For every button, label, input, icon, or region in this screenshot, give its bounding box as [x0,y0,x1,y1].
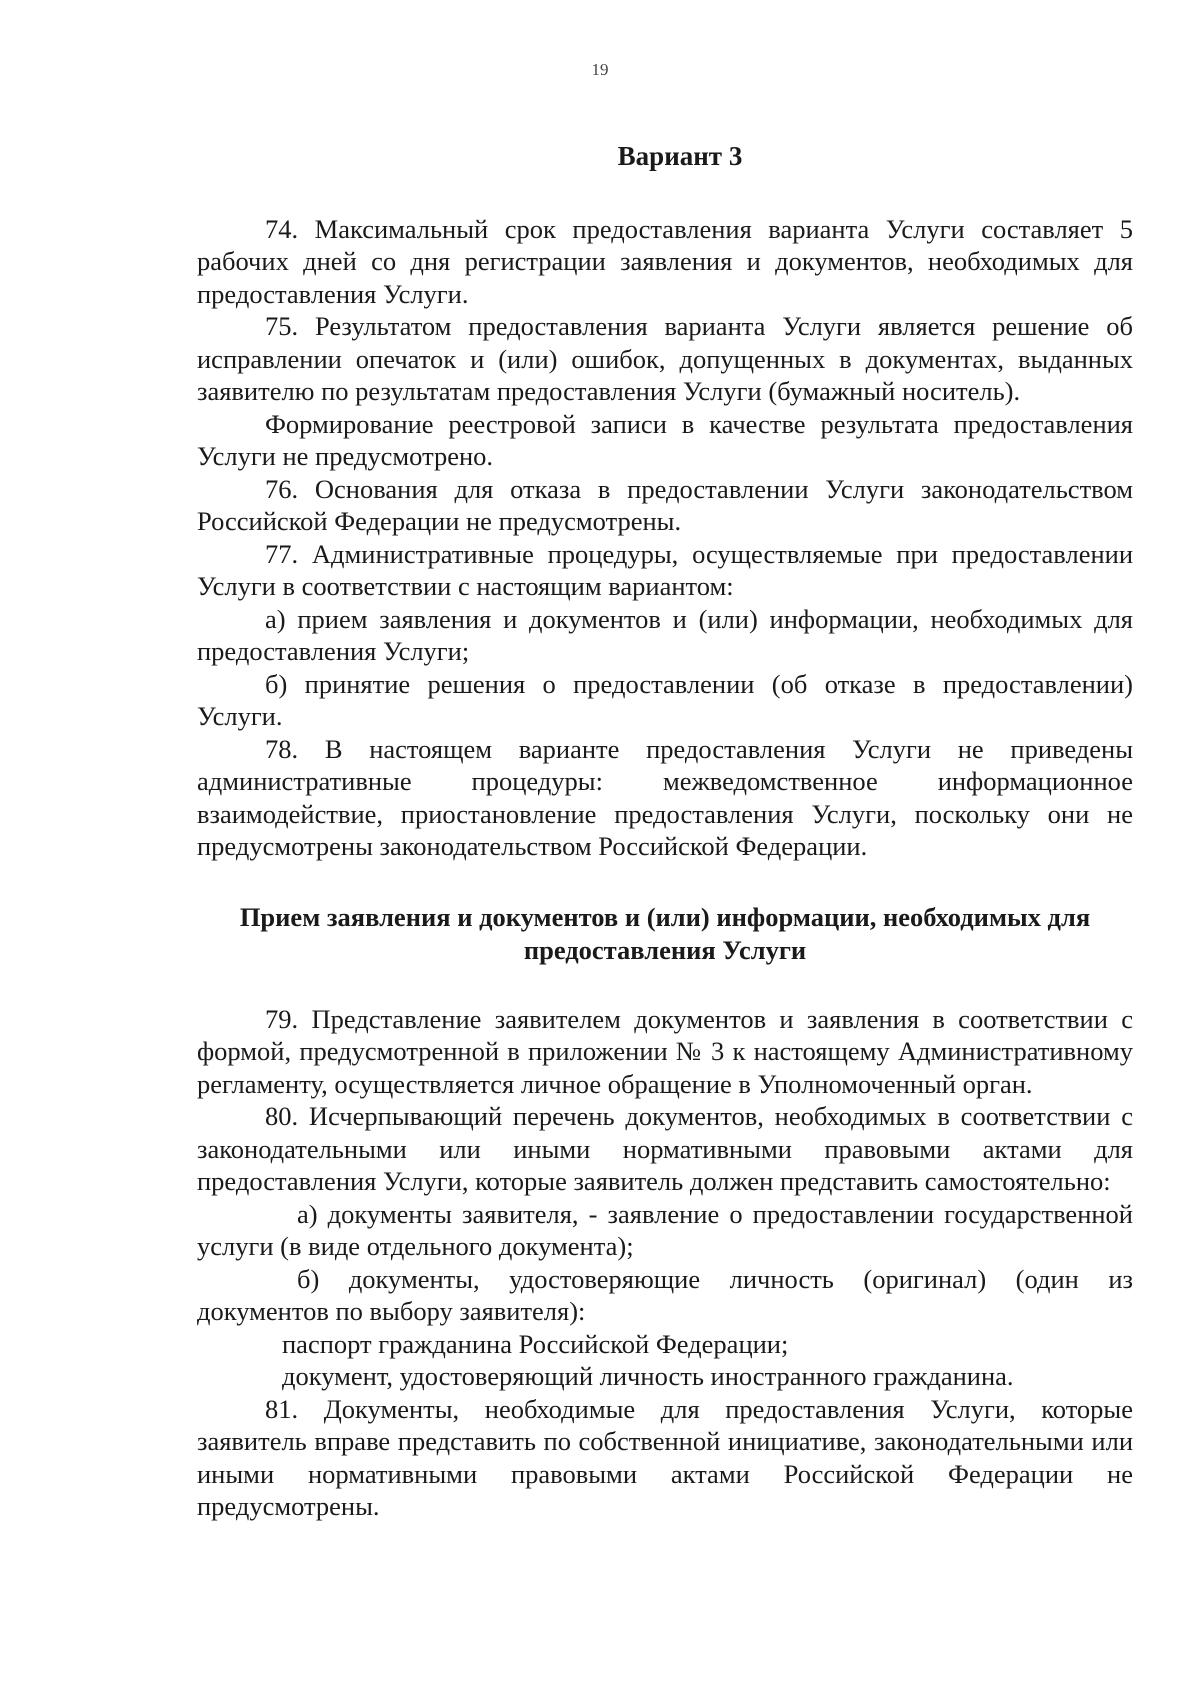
paragraph-76: 76. Основания для отказа в предоставлении Услуги законодательством Российской Федерации не предусмотрены. [197,473,1133,536]
page-number: 19 [591,60,609,79]
list-item-a-documents: а) документы заявителя, - заявление о предоставлении государственной услуги (в виде отдельного документа); [197,1198,1133,1261]
paragraph-78: 78. В настоящем варианте предоставления Услуги не приведены административные процедуры: межведомственное информационное взаимодействие, приостановление предоставления Услуги, поскольку они не предусмотрены законодательством Российской Федерации. [197,733,1133,861]
paragraph-registry-record: Формирование реестровой записи в качестве результата предоставления Услуги не предусмотрено. [197,408,1133,471]
section-title: Вариант 3 [617,141,743,171]
paragraph-75: 75. Результатом предоставления варианта Услуги является решение об исправлении опечаток и (или) ошибок, допущенных в документах, выданных заявителю по результатам предоставления Услуги (бумажный носитель). [197,311,1133,406]
list-item-b-identity: б) документы, удостоверяющие личность (оригинал) (один из документов по выбору заявителя): [197,1263,1133,1326]
list-item-passport: паспорт гражданина Российской Федерации; [282,1328,789,1359]
paragraph-77: 77. Административные процедуры, осуществляемые при предоставлении Услуги в соответствии с настоящим вариантом: [197,538,1133,601]
paragraph-80: 80. Исчерпывающий перечень документов, необходимых в соответствии с законодательными или иными нормативными правовыми актами для предоставления Услуги, которые заявитель должен представить самостоятельно: [197,1101,1133,1196]
paragraph-79: 79. Представление заявителем документов и заявления в соответствии с формой, предусмотренной в приложении № 3 к настоящему Административному регламенту, осуществляется личное обращение в Уполномоченный орган. [197,1003,1133,1099]
paragraph-81: 81. Документы, необходимые для предоставления Услуги, которые заявитель вправе представить по собственной инициативе, законодательными или иными нормативными правовыми актами Российской Федерации не предусмотрены. [197,1393,1133,1521]
list-item-foreign-document: документ, удостоверяющий личность иностранного гражданина. [282,1361,1014,1391]
list-item-a: а) прием заявления и документов и (или) информации, необходимых для предоставления Услуги; [197,603,1133,666]
document-body [197,140,1133,1523]
section-heading: Прием заявления и документов и (или) информации, необходимых для предоставления Услуги [239,901,1091,965]
paragraph-74: 74. Максимальный срок предоставления варианта Услуги составляет 5 рабочих дней со дня регистрации заявления и документов, необходимых для предоставления Услуги. [197,213,1133,309]
list-item-b: б) принятие решения о предоставлении (об отказе в предоставлении) Услуги. [197,668,1133,731]
